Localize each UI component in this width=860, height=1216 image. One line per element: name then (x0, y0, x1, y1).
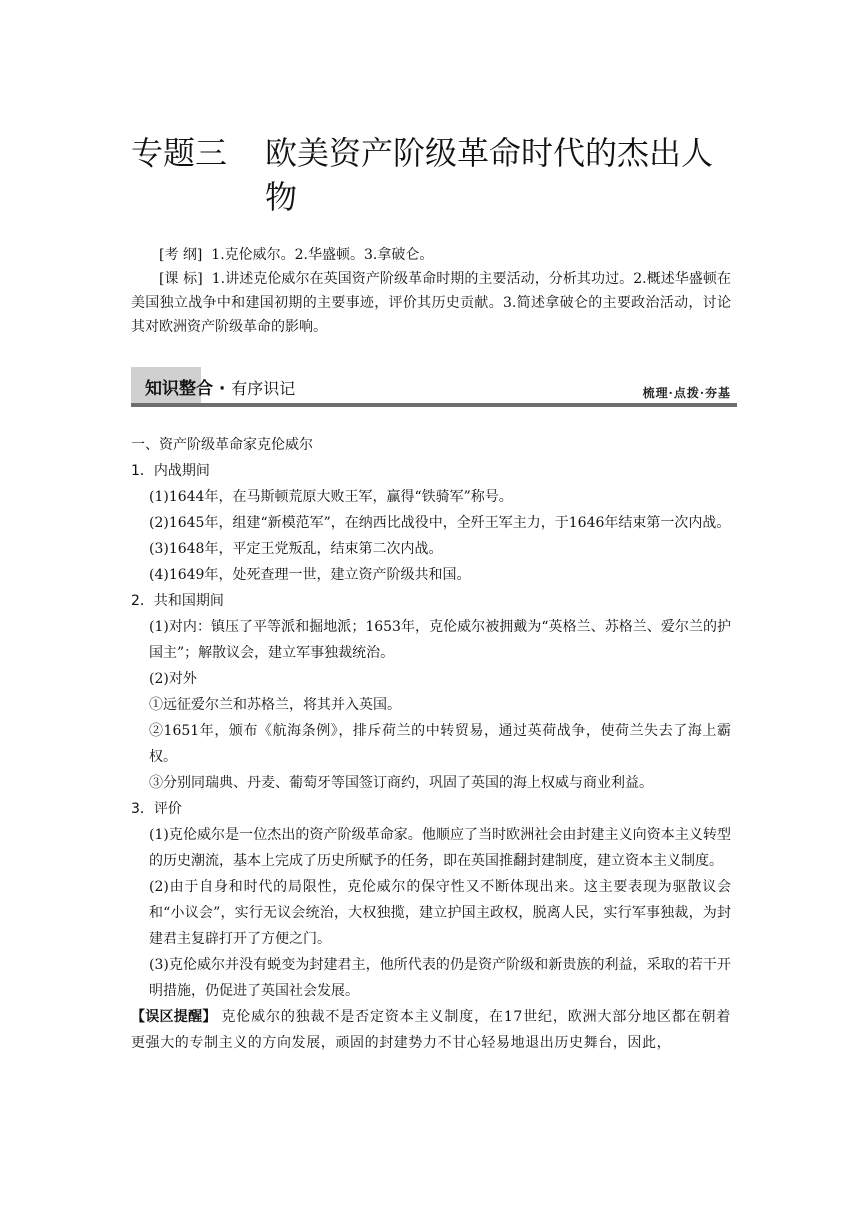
banner-title-text: 知识整合 (145, 379, 213, 399)
outline-paragraph (131, 243, 731, 267)
banner-right-label: 梳理·点拨·夯基 (642, 386, 731, 400)
banner-separator: · (213, 379, 232, 399)
standard-text: 1.讲述克伦威尔在英国资产阶级革命时期的主要活动，分析其功过。2.概述华盛顿在美国独立战争中和建国初期的主要事迹，评价其历史贡献。3.简述拿破仑的主要政治活动，讨论其对欧洲资产阶级革命的影响。 (131, 271, 732, 335)
list-item: ①远征爱尔兰和苏格兰，将其并入英国。 (149, 697, 401, 713)
standard-paragraph (131, 267, 731, 339)
outline-text: 1.克伦威尔。2.华盛顿。3.拿破仑。 (211, 247, 434, 263)
list-item: (2)由于自身和时代的局限性，克伦威尔的保守性又不断体现出来。这主要表现为驱散议会和“小议会”，实行无议会统治，大权独揽，建立护国主政权，脱离人民，实行军事独裁，为封建君主复辟打开了方便之门。 (149, 879, 731, 947)
misconception-note (131, 1004, 731, 1056)
list-item: (3)1648年，平定王党叛乱，结束第二次内战。 (149, 541, 443, 557)
note-label: 【误区提醒】 (131, 1009, 217, 1025)
list-item: (3)克伦威尔并没有蜕变为封建君主，他所代表的仍是资产阶级和新贵族的利益，采取的若干开明措施，仍促进了英国社会发展。 (149, 957, 731, 999)
section-banner (131, 367, 737, 409)
note-text: 克伦威尔的独裁不是否定资本主义制度，在17世纪，欧洲大部分地区都在朝着更强大的专制主义的方向发展，顽固的封建势力不甘心轻易地退出历史舞台，因此， (131, 1009, 732, 1051)
main-content (131, 432, 731, 1056)
subsection-heading-civil-war: 1．内战期间 (131, 463, 210, 479)
outline-section (131, 243, 731, 339)
list-item: (2)对外 (149, 671, 197, 687)
list-item: (2)1645年，组建“新模范军”，在纳西比战役中，全歼王军主力，于1646年结束第一次内战。 (149, 515, 731, 531)
outline-label: [考 纲] (159, 247, 203, 263)
subsection-heading-evaluation: 3．评价 (131, 801, 182, 817)
section-heading: 一、资产阶级革命家克伦威尔 (131, 437, 313, 453)
list-item: (1)对内：镇压了平等派和掘地派；1653年，克伦威尔被拥戴为“英格兰、苏格兰、爱尔兰的护国主”；解散议会，建立军事独裁统治。 (149, 619, 731, 661)
standard-label: [课 标] (159, 271, 203, 287)
banner-title (145, 374, 295, 399)
title-line-2: 物 (265, 178, 298, 216)
list-item: (1)克伦威尔是一位杰出的资产阶级革命家。他顺应了当时欧洲社会由封建主义向资本主义转型的历史潮流，基本上完成了历史所赋予的任务，即在英国推翻封建制度，建立资本主义制度。 (149, 827, 731, 869)
list-item: (4)1649年，处死查理一世，建立资产阶级共和国。 (149, 567, 471, 583)
banner-subtitle: 有序识记 (231, 379, 296, 398)
list-item: (1)1644年，在马斯顿荒原大败王军，赢得“铁骑军”称号。 (149, 489, 513, 505)
list-item: ②1651年，颁布《航海条例》，排斥荷兰的中转贸易，通过英荷战争，使荷兰失去了海上霸权。 (149, 723, 731, 765)
list-item: ③分别同瑞典、丹麦、葡萄牙等国签订商约，巩固了英国的海上权威与商业利益。 (149, 775, 653, 791)
banner-rule (131, 403, 737, 407)
title-line-1: 欧美资产阶级革命时代的杰出人 (265, 134, 714, 172)
title-topic-number: 专题三 (131, 134, 228, 172)
subsection-heading-commonwealth: 2．共和国期间 (131, 593, 224, 609)
